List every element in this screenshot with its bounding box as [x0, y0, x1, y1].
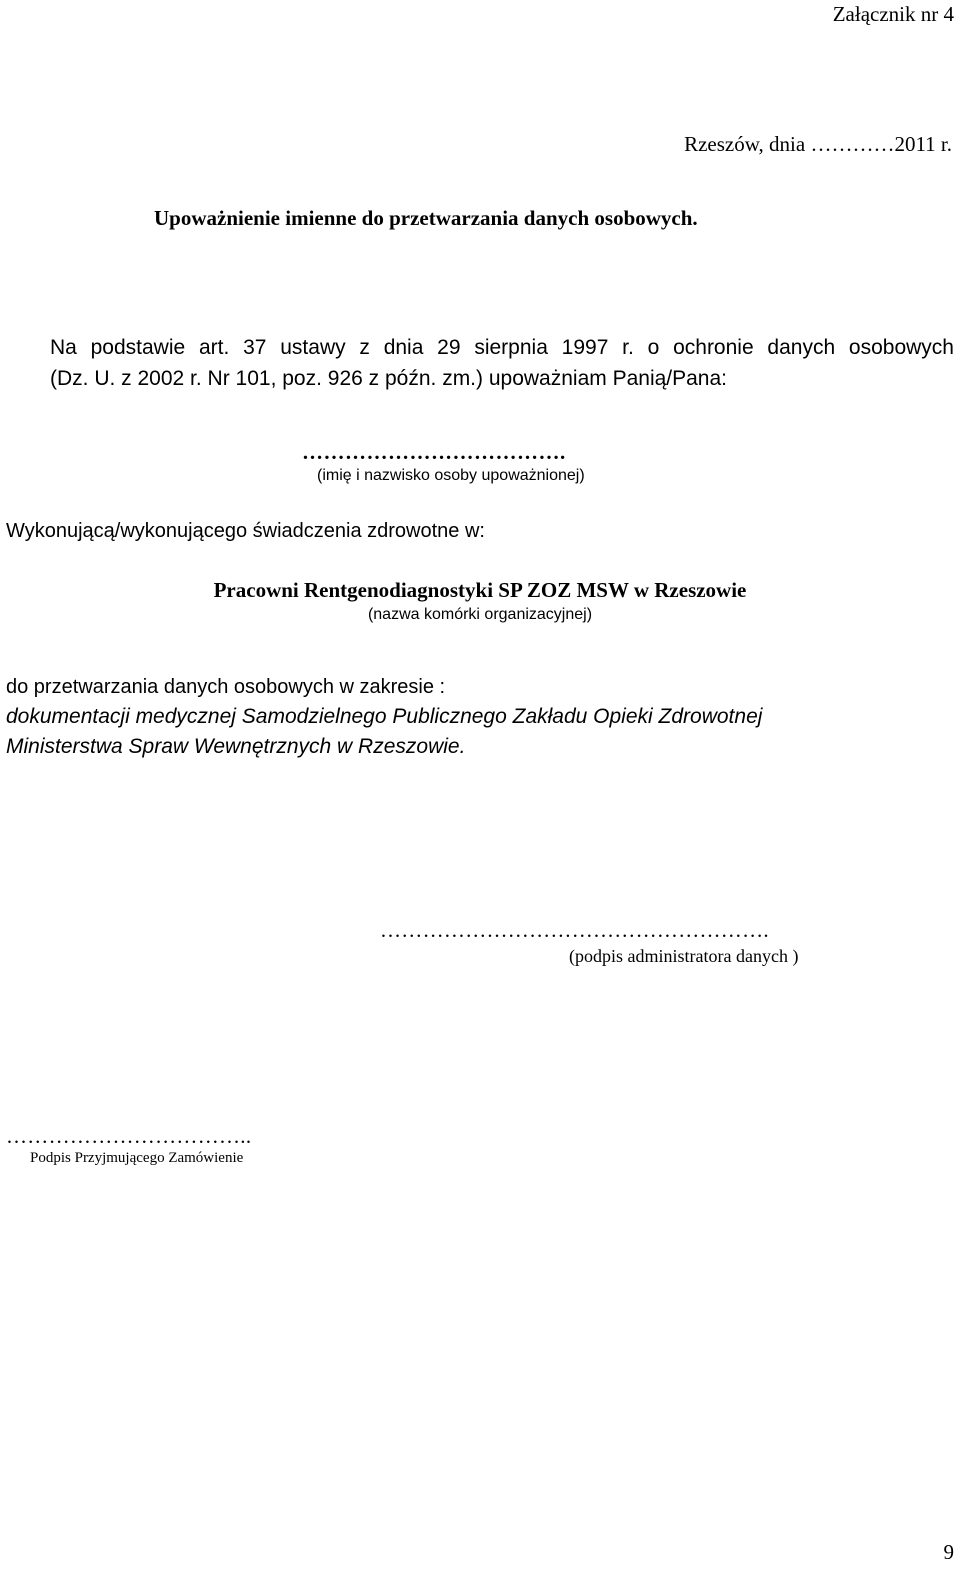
scope-line-2: Ministerstwa Spraw Wewnętrznych w Rzeszowie.: [6, 735, 466, 758]
receiver-signature-blank: ……………………………..: [6, 1124, 252, 1148]
scope-intro: do przetwarzania danych osobowych w zakresie :: [6, 676, 446, 698]
attachment-label: Załącznik nr 4: [832, 2, 954, 26]
page-number: 9: [943, 1540, 954, 1564]
receiver-signature-caption: Podpis Przyjmującego Zamówienie: [30, 1150, 244, 1166]
legal-basis-line-2: (Dz. U. z 2002 r. Nr 101, poz. 926 z późn. zm.) upoważniam Panią/Pana:: [50, 367, 728, 390]
document-title: Upoważnienie imienne do przetwarzania danych osobowych.: [154, 206, 698, 230]
legal-basis-line-1: Na podstawie art. 37 ustawy z dnia 29 sierpnia 1997 r. o ochronie danych osobowych: [50, 336, 954, 359]
scope-line-1: dokumentacji medycznej Samodzielnego Publicznego Zakładu Opieki Zdrowotnej: [6, 705, 763, 728]
organizational-unit-caption: (nazwa komórki organizacyjnej): [367, 606, 593, 623]
place-date: Rzeszów, dnia …………2011 r.: [684, 132, 952, 156]
authorized-person-caption: (imię i nazwisko osoby upoważnionej): [317, 467, 585, 484]
organizational-unit-name: Pracowni Rentgenodiagnostyki SP ZOZ MSW w Rzeszowie: [213, 578, 747, 602]
performing-services-text: Wykonującą/wykonującego świadczenia zdrowotne w:: [6, 520, 485, 542]
authorized-person-blank: ……………………………….: [302, 440, 566, 464]
admin-signature-blank: ……………………………………………….: [380, 918, 769, 942]
admin-signature-caption: (podpis administratora danych ): [569, 946, 799, 966]
